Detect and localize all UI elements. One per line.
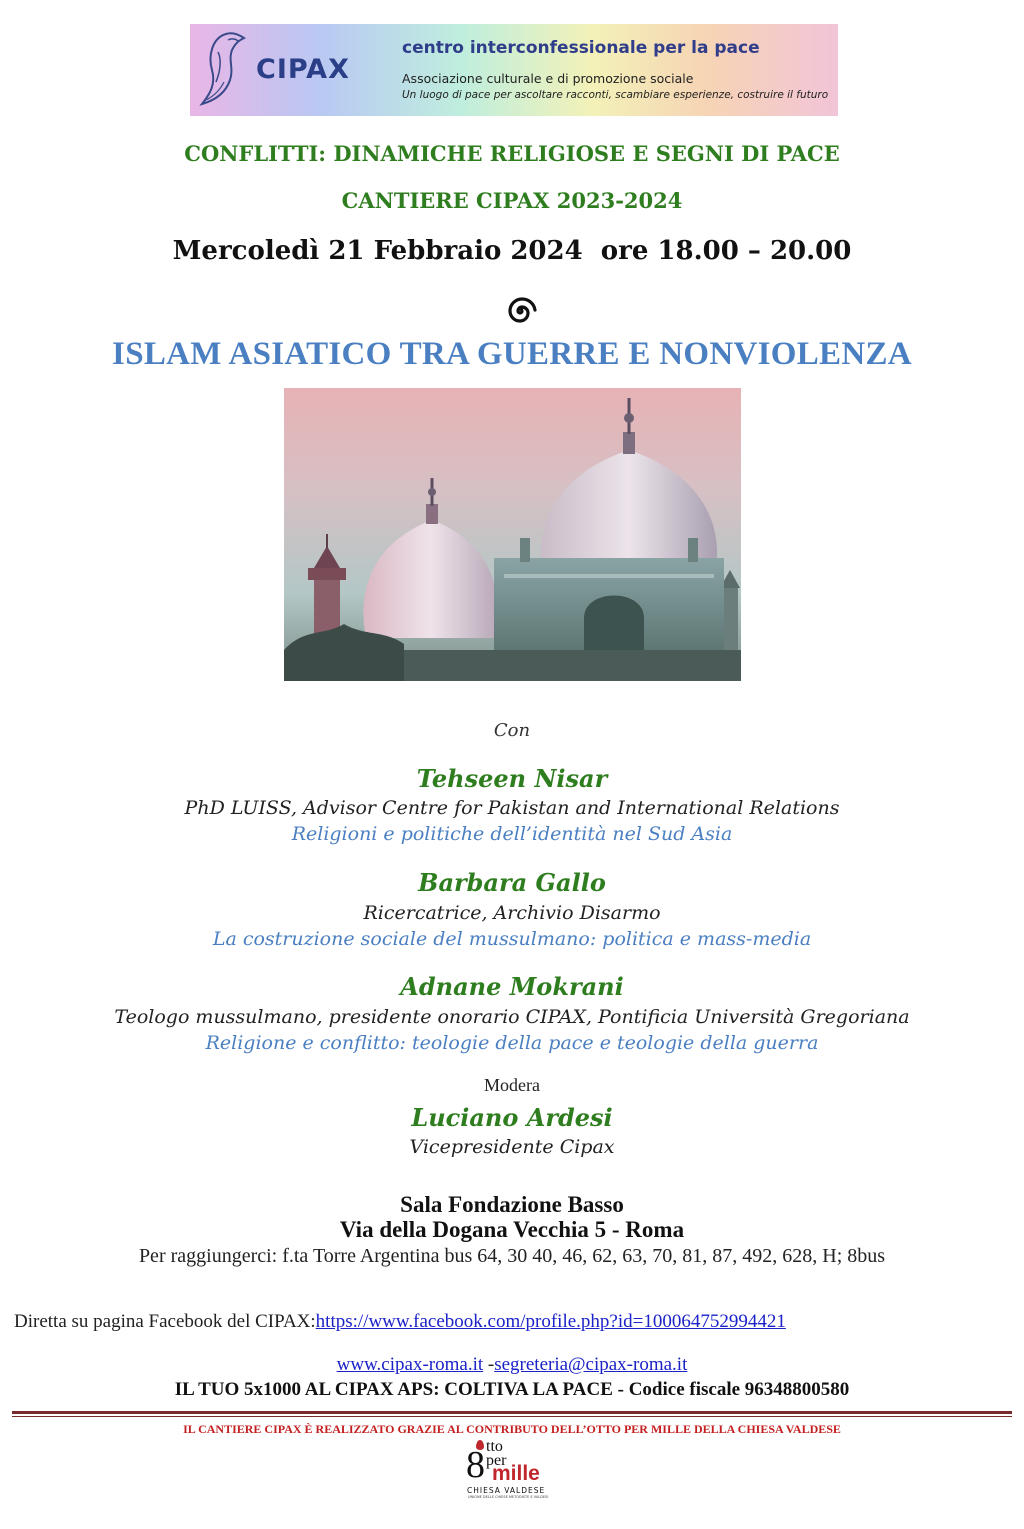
cipax-banner [190, 24, 838, 116]
moderator-name: Luciano Ardesi [411, 1103, 613, 1132]
logo-mille: mille [492, 1462, 540, 1485]
event-date-time: Mercoledì 21 Febbraio 2024 ore 18.00 – 20.00 [172, 236, 852, 266]
banner-motto: Un luogo di pace per ascoltare racconti, scambiare esperienze, costruire il futuro [402, 89, 829, 101]
footer-divider-thin [12, 1416, 1012, 1417]
speakers-intro: Con [493, 720, 531, 741]
facebook-live-line [14, 1311, 786, 1333]
website-link[interactable]: www.cipax-roma.it [336, 1354, 484, 1375]
sponsor-thanks: IL CANTIERE CIPAX È REALIZZATO GRAZIE AL CONTRIBUTO DELL’OTTO PER MILLE DELLA CHIESA VALDESE [183, 1422, 841, 1436]
venue-name: Sala Fondazione Basso [400, 1192, 624, 1217]
cantiere-title: CANTIERE CIPAX 2023-2024 [341, 188, 683, 213]
banner-subtitle: Associazione culturale e di promozione sociale [402, 71, 694, 86]
banner-brand: CIPAX [256, 54, 350, 85]
speaker-role: PhD LUISS, Advisor Centre for Pakistan and International Relations [184, 797, 840, 819]
contact-links [0, 1354, 1024, 1376]
mosque-illustration [284, 388, 741, 681]
speaker-talk-title: Religioni e politiche dell’identità nel Sud Asia [291, 823, 733, 845]
moderator-label: Modera [484, 1075, 540, 1095]
footer-divider [12, 1411, 1012, 1414]
live-label: Diretta su pagina Facebook del CIPAX: [14, 1311, 316, 1332]
logo-per: per [486, 1452, 507, 1469]
venue-access: Per raggiungerci: f.ta Torre Argentina bus 64, 30 40, 46, 62, 63, 70, 81, 87, 492, 628, H; 8bus [138, 1245, 886, 1267]
link-separator: - [483, 1354, 495, 1375]
logo-church: CHIESA VALDESE [467, 1486, 546, 1495]
email-link[interactable]: segreteria@cipax-roma.it [494, 1354, 688, 1375]
series-title: CONFLITTI: DINAMICHE RELIGIOSE E SEGNI DI PACE [184, 141, 840, 166]
speaker-talk-title: La costruzione sociale del mussulmano: politica e mass-media [212, 928, 812, 950]
venue-address: Via della Dogana Vecchia 5 - Roma [339, 1217, 685, 1242]
tax-donation-line: IL TUO 5x1000 AL CIPAX APS: COLTIVA LA PACE - Codice fiscale 96348800580 [174, 1379, 850, 1400]
spiral-icon [503, 294, 537, 328]
speaker-role: Ricercatrice, Archivio Disarmo [363, 902, 661, 924]
otto-per-mille-logo [462, 1440, 562, 1500]
logo-sub: UNIONE DELLE CHIESE METODISTE E VALDESI [468, 1495, 549, 1499]
banner-tagline: centro interconfessionale per la pace [402, 38, 760, 58]
logo-digit: 8 [466, 1444, 485, 1486]
moderator-role: Vicepresidente Cipax [409, 1136, 615, 1158]
speaker-name: Adnane Mokrani [400, 972, 624, 1001]
facebook-link[interactable]: https://www.facebook.com/profile.php?id=100064752994421 [315, 1311, 786, 1332]
speaker-talk-title: Religione e conflitto: teologie della pace e teologie della guerra [205, 1032, 819, 1054]
speaker-role: Teologo mussulmano, presidente onorario CIPAX, Pontificia Università Gregoriana [114, 1006, 910, 1028]
mosque-photo [284, 388, 741, 681]
logo-otto: tto [486, 1438, 503, 1455]
main-title: ISLAM ASIATICO TRA GUERRE E NONVIOLENZA [112, 336, 912, 372]
speaker-name: Tehseen Nisar [416, 764, 608, 793]
speaker-name: Barbara Gallo [418, 868, 606, 897]
dove-logo-icon [198, 30, 252, 110]
